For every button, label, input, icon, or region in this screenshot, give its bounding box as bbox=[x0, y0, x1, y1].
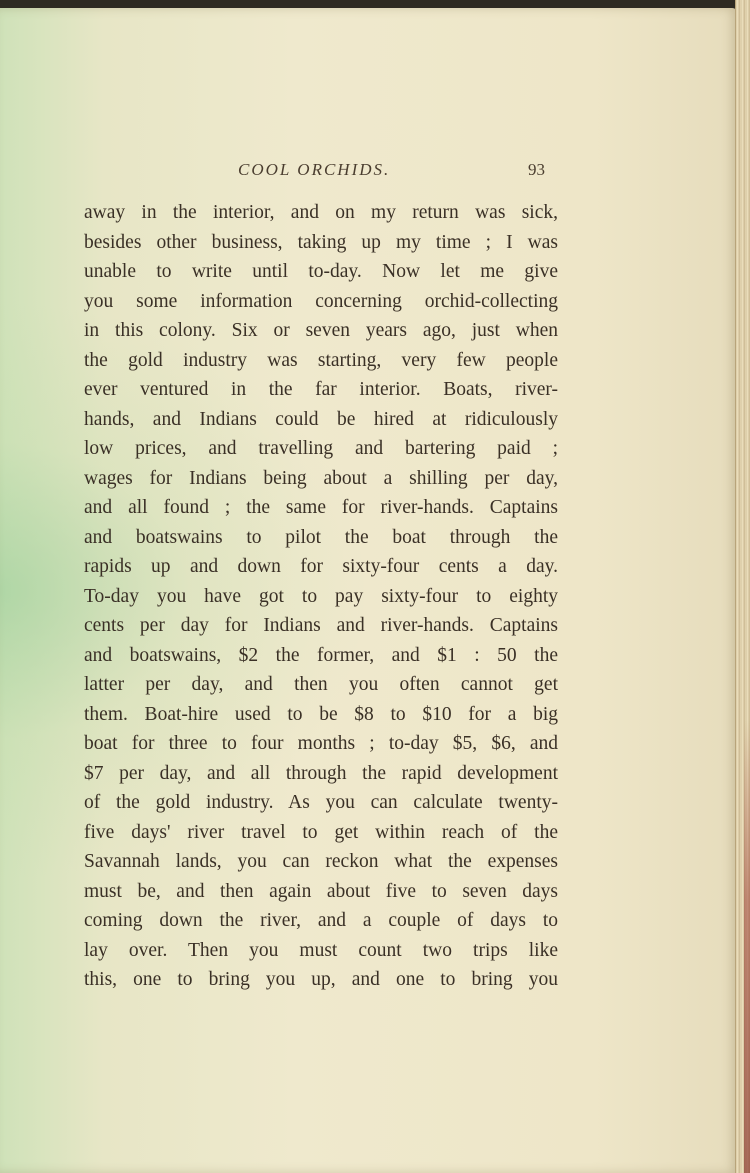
text-line: coming down the river, and a couple of days to bbox=[84, 910, 558, 931]
text-line: boat for three to four months ; to-day $5, $6, and bbox=[84, 733, 558, 754]
running-head bbox=[0, 160, 738, 184]
text-line: this, one to bring you up, and one to bring you bbox=[84, 969, 558, 990]
text-line: must be, and then again about five to seven days bbox=[84, 880, 558, 902]
text-line: five days' river travel to get within reach of the bbox=[84, 821, 558, 843]
text-line: besides other business, taking up my time ; I was bbox=[84, 231, 558, 253]
text-line: To-day you have got to pay sixty-four to eighty bbox=[84, 585, 558, 607]
text-line: them. Boat-hire used to be $8 to $10 for a big bbox=[84, 703, 558, 725]
text-line: low prices, and travelling and bartering paid ; bbox=[84, 438, 558, 459]
text-line: unable to write until to-day. Now let me give bbox=[84, 261, 558, 282]
text-line: ever ventured in the far interior. Boats, river- bbox=[84, 379, 558, 400]
body-text bbox=[84, 198, 558, 995]
text-line: and boatswains to pilot the boat through the bbox=[84, 526, 558, 548]
text-line: cents per day for Indians and river-hands. Captains bbox=[84, 615, 558, 636]
text-line: the gold industry was starting, very few people bbox=[84, 349, 558, 371]
text-line: wages for Indians being about a shilling per day, bbox=[84, 467, 558, 489]
text-line: $7 per day, and all through the rapid development bbox=[84, 762, 558, 784]
page-sheet bbox=[0, 8, 738, 1173]
text-line: hands, and Indians could be hired at ridiculously bbox=[84, 408, 558, 430]
text-line: rapids up and down for sixty-four cents a day. bbox=[84, 556, 558, 577]
running-head-title: COOL ORCHIDS. bbox=[238, 160, 391, 179]
text-line: and all found ; the same for river-hands. Captains bbox=[84, 497, 558, 518]
text-line: Savannah lands, you can reckon what the expenses bbox=[84, 851, 558, 872]
text-line: and boatswains, $2 the former, and $1 : 50 the bbox=[84, 644, 558, 666]
text-line: lay over. Then you must count two trips like bbox=[84, 939, 558, 961]
text-line: latter per day, and then you often cannot get bbox=[84, 674, 558, 695]
page-edge-stain bbox=[744, 720, 750, 1173]
text-line: in this colony. Six or seven years ago, just when bbox=[84, 320, 558, 341]
text-line: you some information concerning orchid-collecting bbox=[84, 290, 558, 312]
text-line: of the gold industry. As you can calculate twenty- bbox=[84, 792, 558, 813]
text-line: away in the interior, and on my return was sick, bbox=[84, 202, 558, 223]
page-number: 93 bbox=[528, 160, 545, 179]
